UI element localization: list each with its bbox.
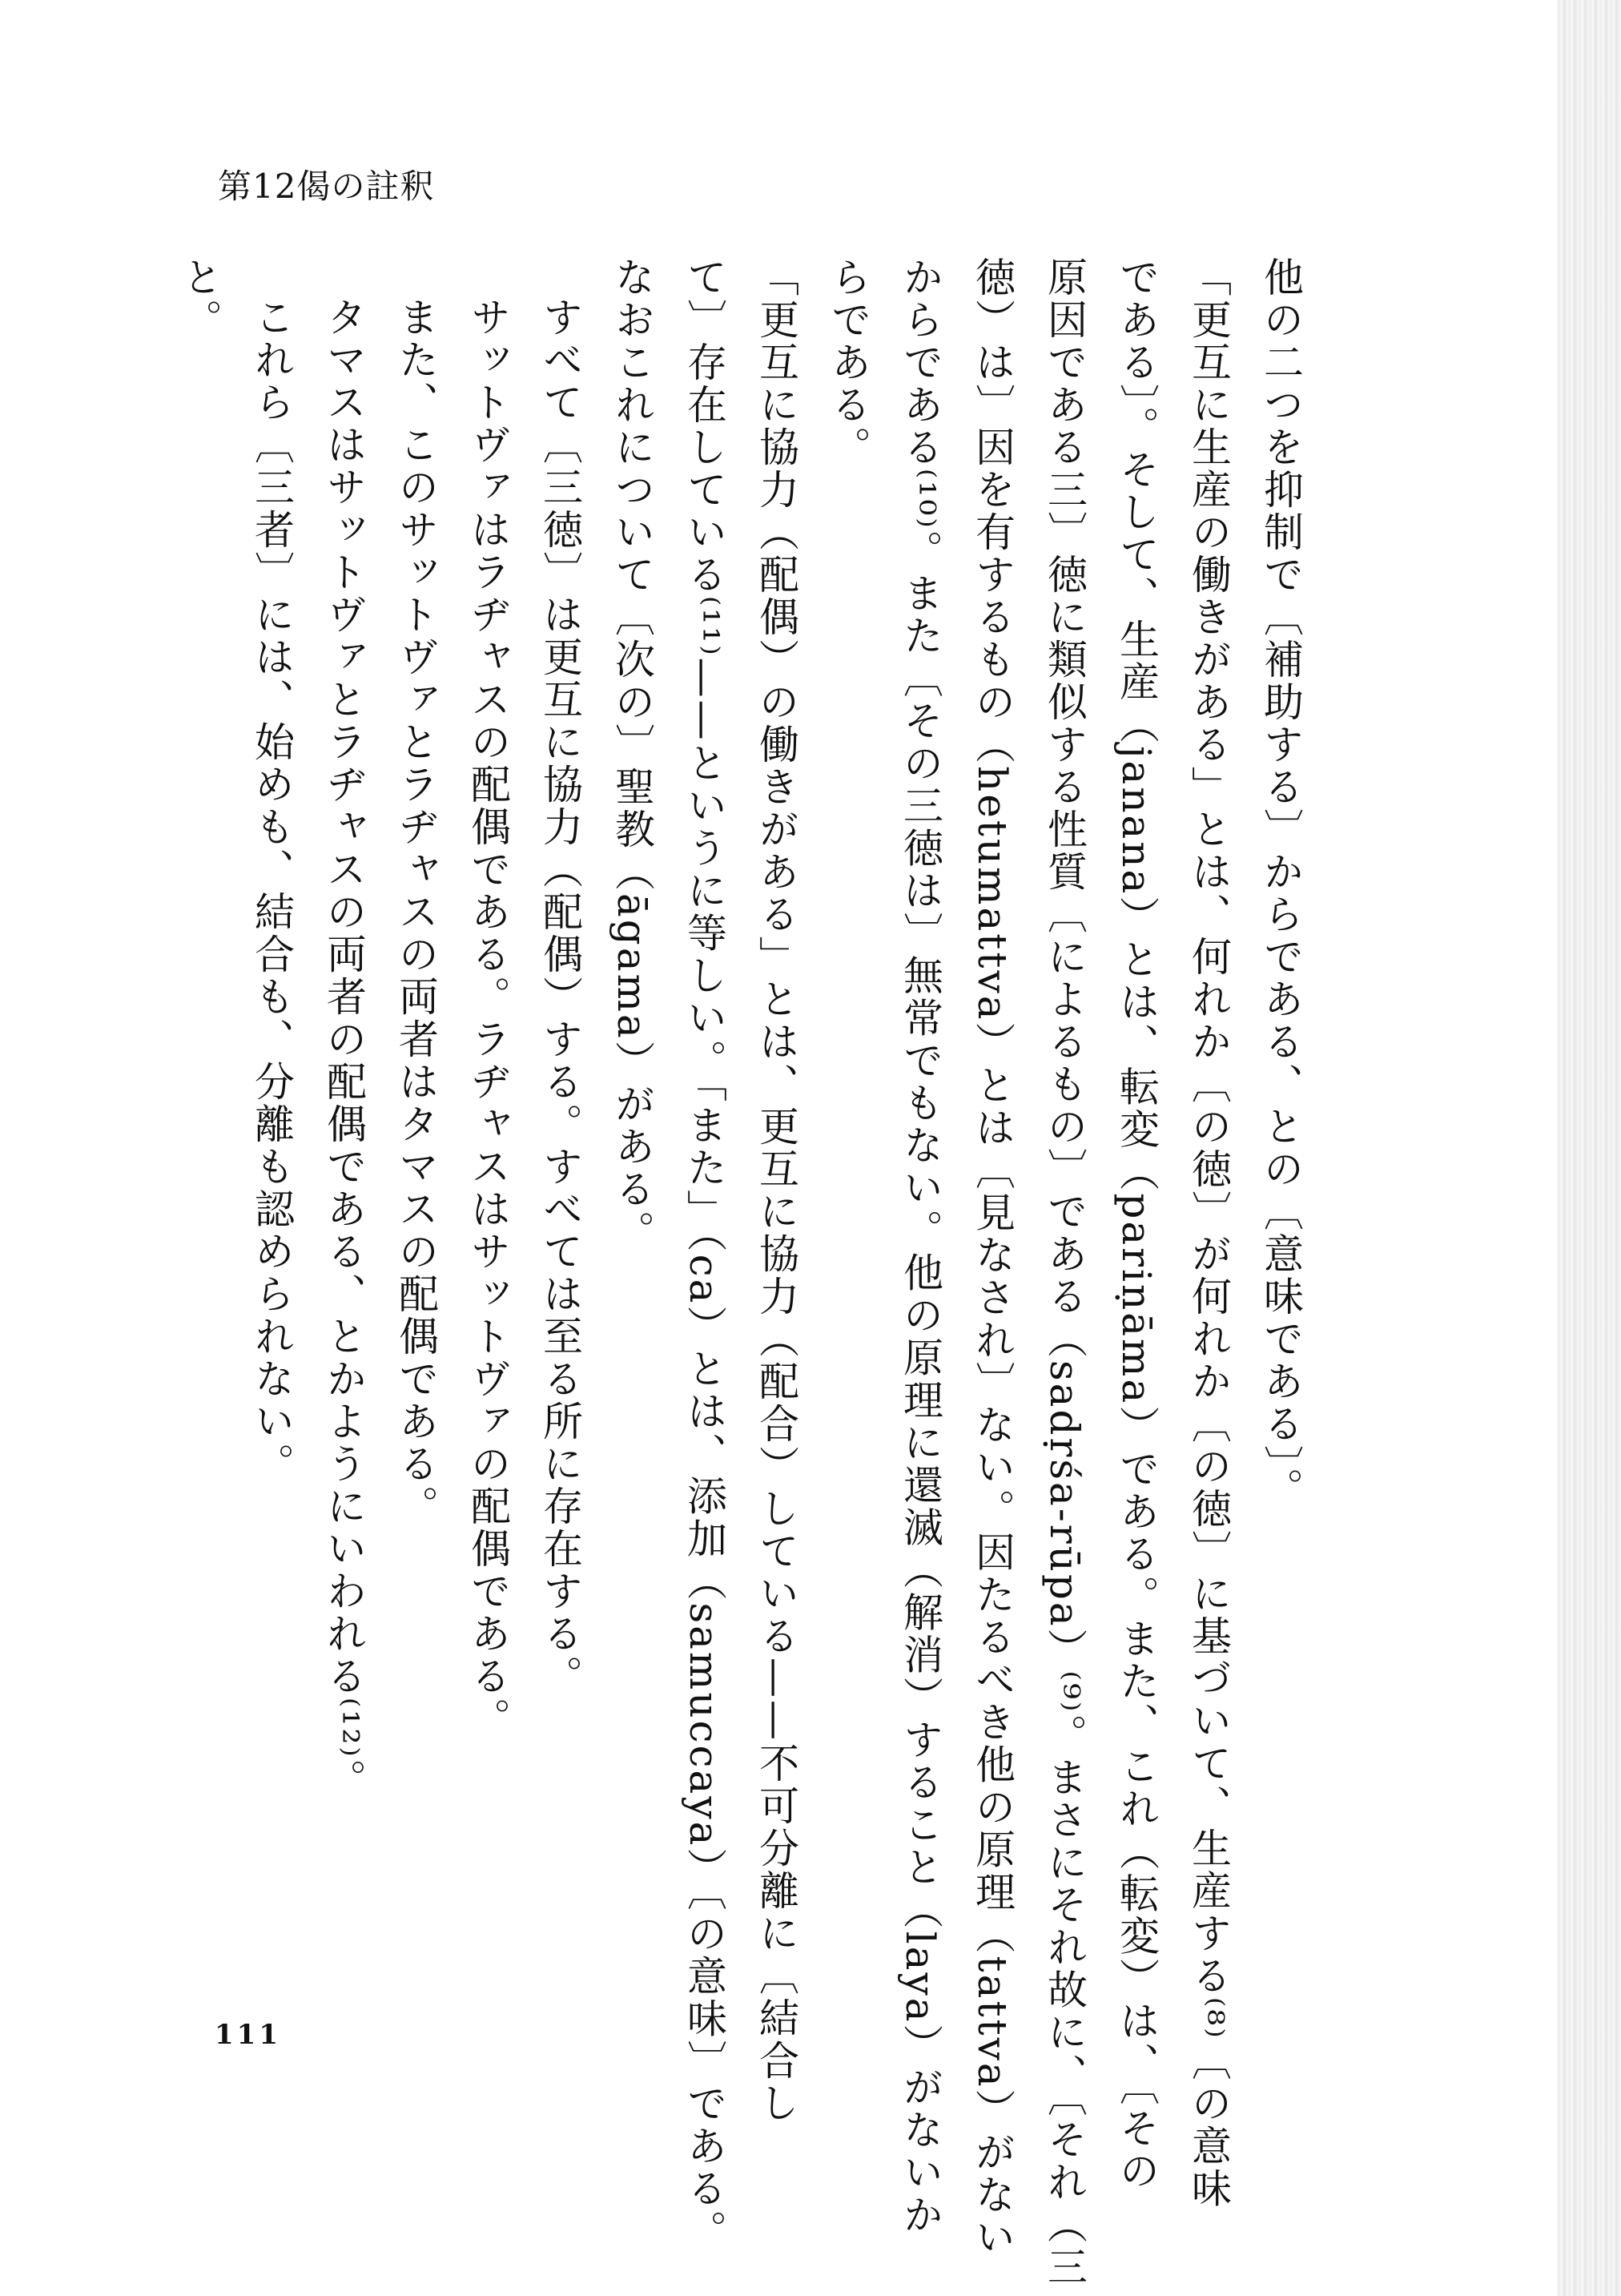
quote-line: すべて〔三徳〕は更互に協力（配偶）する。すべては至る所に存在する。	[537, 296, 583, 1698]
running-head: 第12偈の註釈	[218, 167, 435, 206]
text-line: と。	[176, 256, 223, 341]
text-line: 徳）は〕因を有するもの（hetumattva）とは〔見なされ〕ない。因たるべき他の原理（tattva）がない	[969, 256, 1016, 2259]
text-line: である〕。そして、生産（janana）とは、転変（pariṇāma）である。また、これ（転変）は、〔その	[1113, 256, 1160, 2193]
text-line: て〕存在している⁽¹¹⁾——というに等しい。「また」（ca）とは、添加（samuccaya）〔の意味〕である。	[681, 256, 727, 2253]
page-number: 111	[215, 2019, 281, 2051]
text-line: なおこれについて〔次の〕聖教（āgama）がある。	[609, 256, 655, 1253]
text-line: 「更互に生産の働きがある」とは、何れか〔の徳〕が何れか〔の徳〕に基づいて、生産する⁽⁸⁾〔の意味	[1185, 256, 1232, 2210]
quote-line: タマスはサットヴァとラヂャスの両者の配偶である、とかようにいわれる⁽¹²⁾。	[320, 296, 367, 1802]
text-line: らである。	[825, 256, 871, 469]
quote-line: また、このサットヴァとラヂャスの両者はタマスの配偶である。	[392, 296, 439, 1528]
text-line: からである⁽¹⁰⁾。また〔その三徳は〕無常でもない。他の原理に還滅（解消）すること（laya）がないか	[897, 256, 943, 2237]
text-line: 「更互に協力（配偶）の働きがある」とは、更互に協力（配合）している——不可分離に〔結合し	[753, 256, 799, 2125]
text-line: 他の二つを抑制で〔補助する〕からである、との〔意味である〕。	[1257, 256, 1304, 1510]
quote-line: サットヴァはラヂャスの配偶である。ラヂャスはサットヴァの配偶である。	[465, 296, 511, 1740]
text-line: 原因である三〕徳に類似する性質〔によるもの〕である（sadṛśa-rūpa）⁽⁹⁾。まさにそれ故に、〔それ（三	[1041, 256, 1088, 2289]
quote-line: これら〔三者〕には、始めも、結合も、分離も認められない。	[248, 296, 295, 1485]
scan-edge-shadow	[1557, 0, 1621, 2296]
